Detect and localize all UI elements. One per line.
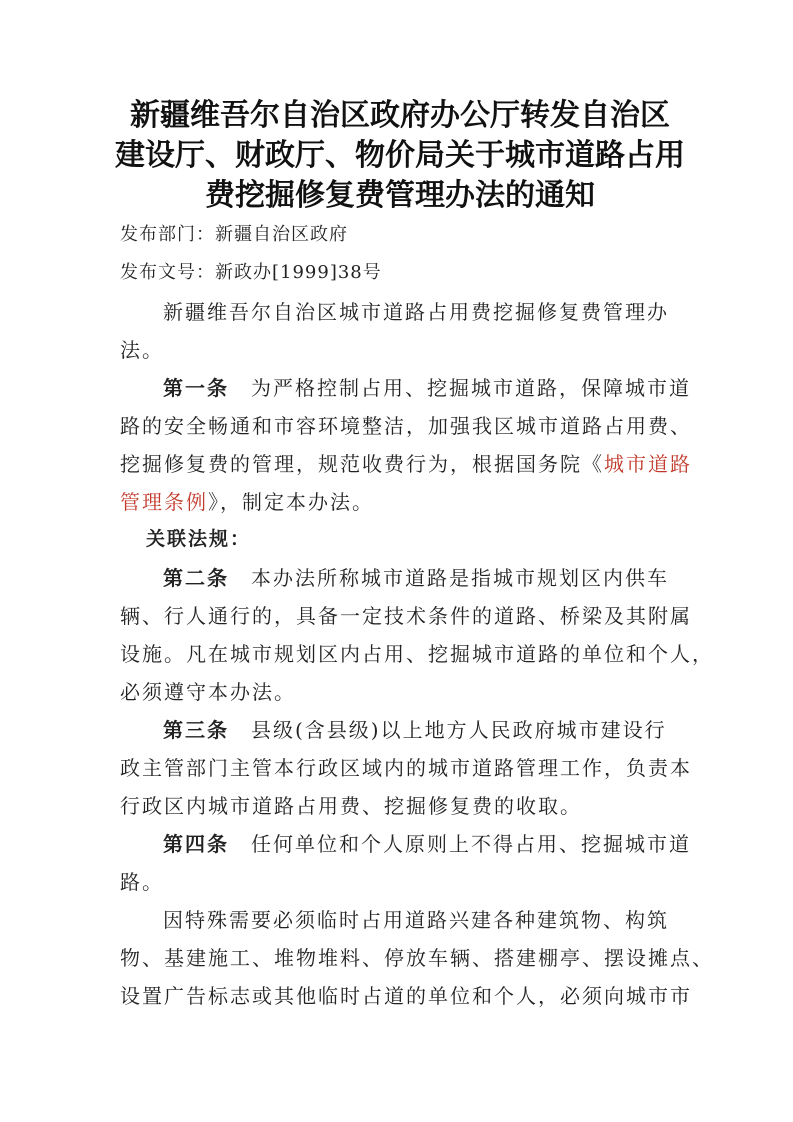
article-1-text: 》，制定本办法。 (208, 490, 374, 514)
article-4-text: 路。 (120, 870, 164, 894)
article-4-text: 设置广告标志或其他临时占道的单位和个人，必须向城市市 (120, 984, 692, 1008)
title-line: 建设厅、财政厅、物价局关于城市道路占用 (115, 138, 685, 173)
document-number: 发布文号：新政办[1999]38号 (120, 262, 382, 283)
article-3-line (163, 714, 667, 743)
intro-text: 新疆维吾尔自治区城市道路占用费挖掘修复费管理办 (163, 300, 669, 324)
article-4-text: 物、基建施工、堆物堆料、停放车辆、搭建棚亭、摆设摊点、 (120, 946, 714, 970)
publishing-department: 发布部门：新疆自治区政府 (120, 224, 348, 245)
article-1-text: 为严格控制占用、挖掘城市道路，保障城市道 (251, 376, 691, 400)
article-3-text: 政主管部门主管本行政区域内的城市道路管理工作，负责本 (120, 756, 692, 780)
article-4-heading: 第四条 (163, 832, 229, 856)
article-1-line (120, 486, 374, 515)
related-regulations-label: 关联法规： (146, 528, 252, 550)
article-3-text: 县级(含县级)以上地方人民政府城市建设行 (251, 718, 667, 742)
article-3-text: 行政区内城市道路占用费、挖掘修复费的收取。 (120, 794, 582, 818)
document-title (100, 96, 700, 216)
article-1-text: 路的安全畅通和市容环境整洁，加强我区城市道路占用费、 (120, 414, 692, 438)
article-1-heading: 第一条 (163, 376, 229, 400)
title-line: 新疆维吾尔自治区政府办公厅转发自治区 (130, 98, 670, 133)
article-4-text: 任何单位和个人原则上不得占用、挖掘城市道 (251, 832, 691, 856)
article-1-text: 挖掘修复费的管理，规范收费行为，根据国务院《 (120, 452, 604, 476)
article-1-line (163, 372, 691, 401)
article-2-text: 设施。凡在城市规划区内占用、挖掘城市道路的单位和个人， (120, 642, 714, 666)
article-1-line (120, 448, 692, 477)
article-2-line (163, 562, 669, 591)
article-2-heading: 第二条 (163, 566, 229, 590)
article-2-text: 本办法所称城市道路是指城市规划区内供车 (251, 566, 669, 590)
article-4-text: 因特殊需要必须临时占用道路兴建各种建筑物、构筑 (163, 908, 669, 932)
intro-text: 法。 (120, 338, 164, 362)
article-2-text: 辆、行人通行的，具备一定技术条件的道路、桥梁及其附属 (120, 604, 692, 628)
regulation-link[interactable]: 城市道路 (604, 452, 692, 476)
article-2-text: 必须遵守本办法。 (120, 680, 296, 704)
article-3-heading: 第三条 (163, 718, 229, 742)
title-line: 费挖掘修复费管理办法的通知 (205, 178, 595, 213)
regulation-link[interactable]: 管理条例 (120, 490, 208, 514)
article-4-line (163, 828, 691, 857)
